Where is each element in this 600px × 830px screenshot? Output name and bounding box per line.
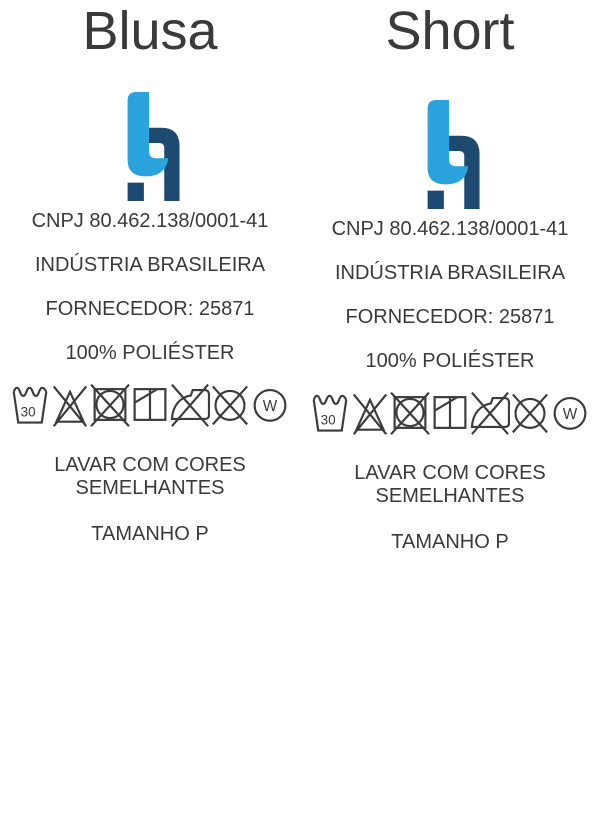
- do-not-iron-icon: [470, 389, 510, 436]
- care-symbols-row: [310, 389, 590, 436]
- garment-title: Short: [385, 1, 515, 61]
- origin-text: INDÚSTRIA BRASILEIRA: [34, 254, 266, 277]
- cnpj-text: CNPJ 80.462.138/0001-41: [331, 218, 569, 241]
- do-not-dry-clean-icon: [210, 381, 250, 428]
- wet-clean-w-icon: [550, 389, 590, 436]
- wash-instruction-text: LAVAR COM CORES SEMELHANTES: [54, 454, 246, 500]
- cnpj-text: CNPJ 80.462.138/0001-41: [31, 210, 269, 233]
- brand-logo-icon: [414, 97, 486, 209]
- label-column-blusa: [0, 0, 300, 552]
- size-text: TAMANHO P: [391, 531, 509, 554]
- do-not-iron-icon: [170, 381, 210, 428]
- brand-logo-icon: [114, 89, 186, 201]
- garment-title: Blusa: [82, 1, 218, 61]
- wash-30-icon: [10, 381, 50, 428]
- do-not-tumble-dry-icon: [90, 381, 130, 428]
- supplier-text: FORNECEDOR: 25871: [45, 298, 255, 321]
- line-dry-in-shade-icon: [430, 389, 470, 436]
- wet-clean-w-icon: [250, 381, 290, 428]
- svg-text:30: 30: [320, 412, 336, 428]
- composition-text: 100% POLIÉSTER: [65, 342, 235, 365]
- size-text: TAMANHO P: [91, 523, 209, 546]
- composition-text: 100% POLIÉSTER: [365, 350, 535, 373]
- do-not-bleach-icon: [50, 381, 90, 428]
- origin-text: INDÚSTRIA BRASILEIRA: [334, 262, 566, 285]
- care-symbols-row: [10, 381, 290, 428]
- wash-30-icon: [310, 389, 350, 436]
- label-column-short: [300, 0, 600, 552]
- svg-text:W: W: [262, 398, 278, 416]
- logo-dark-foot: [128, 183, 144, 201]
- logo-dark-foot: [428, 191, 444, 209]
- svg-text:30: 30: [20, 404, 36, 420]
- line-dry-in-shade-icon: [130, 381, 170, 428]
- svg-text:W: W: [562, 406, 578, 424]
- supplier-text: FORNECEDOR: 25871: [345, 306, 555, 329]
- do-not-dry-clean-icon: [510, 389, 550, 436]
- wash-instruction-text: LAVAR COM CORES SEMELHANTES: [354, 462, 546, 508]
- do-not-tumble-dry-icon: [390, 389, 430, 436]
- do-not-bleach-icon: [350, 389, 390, 436]
